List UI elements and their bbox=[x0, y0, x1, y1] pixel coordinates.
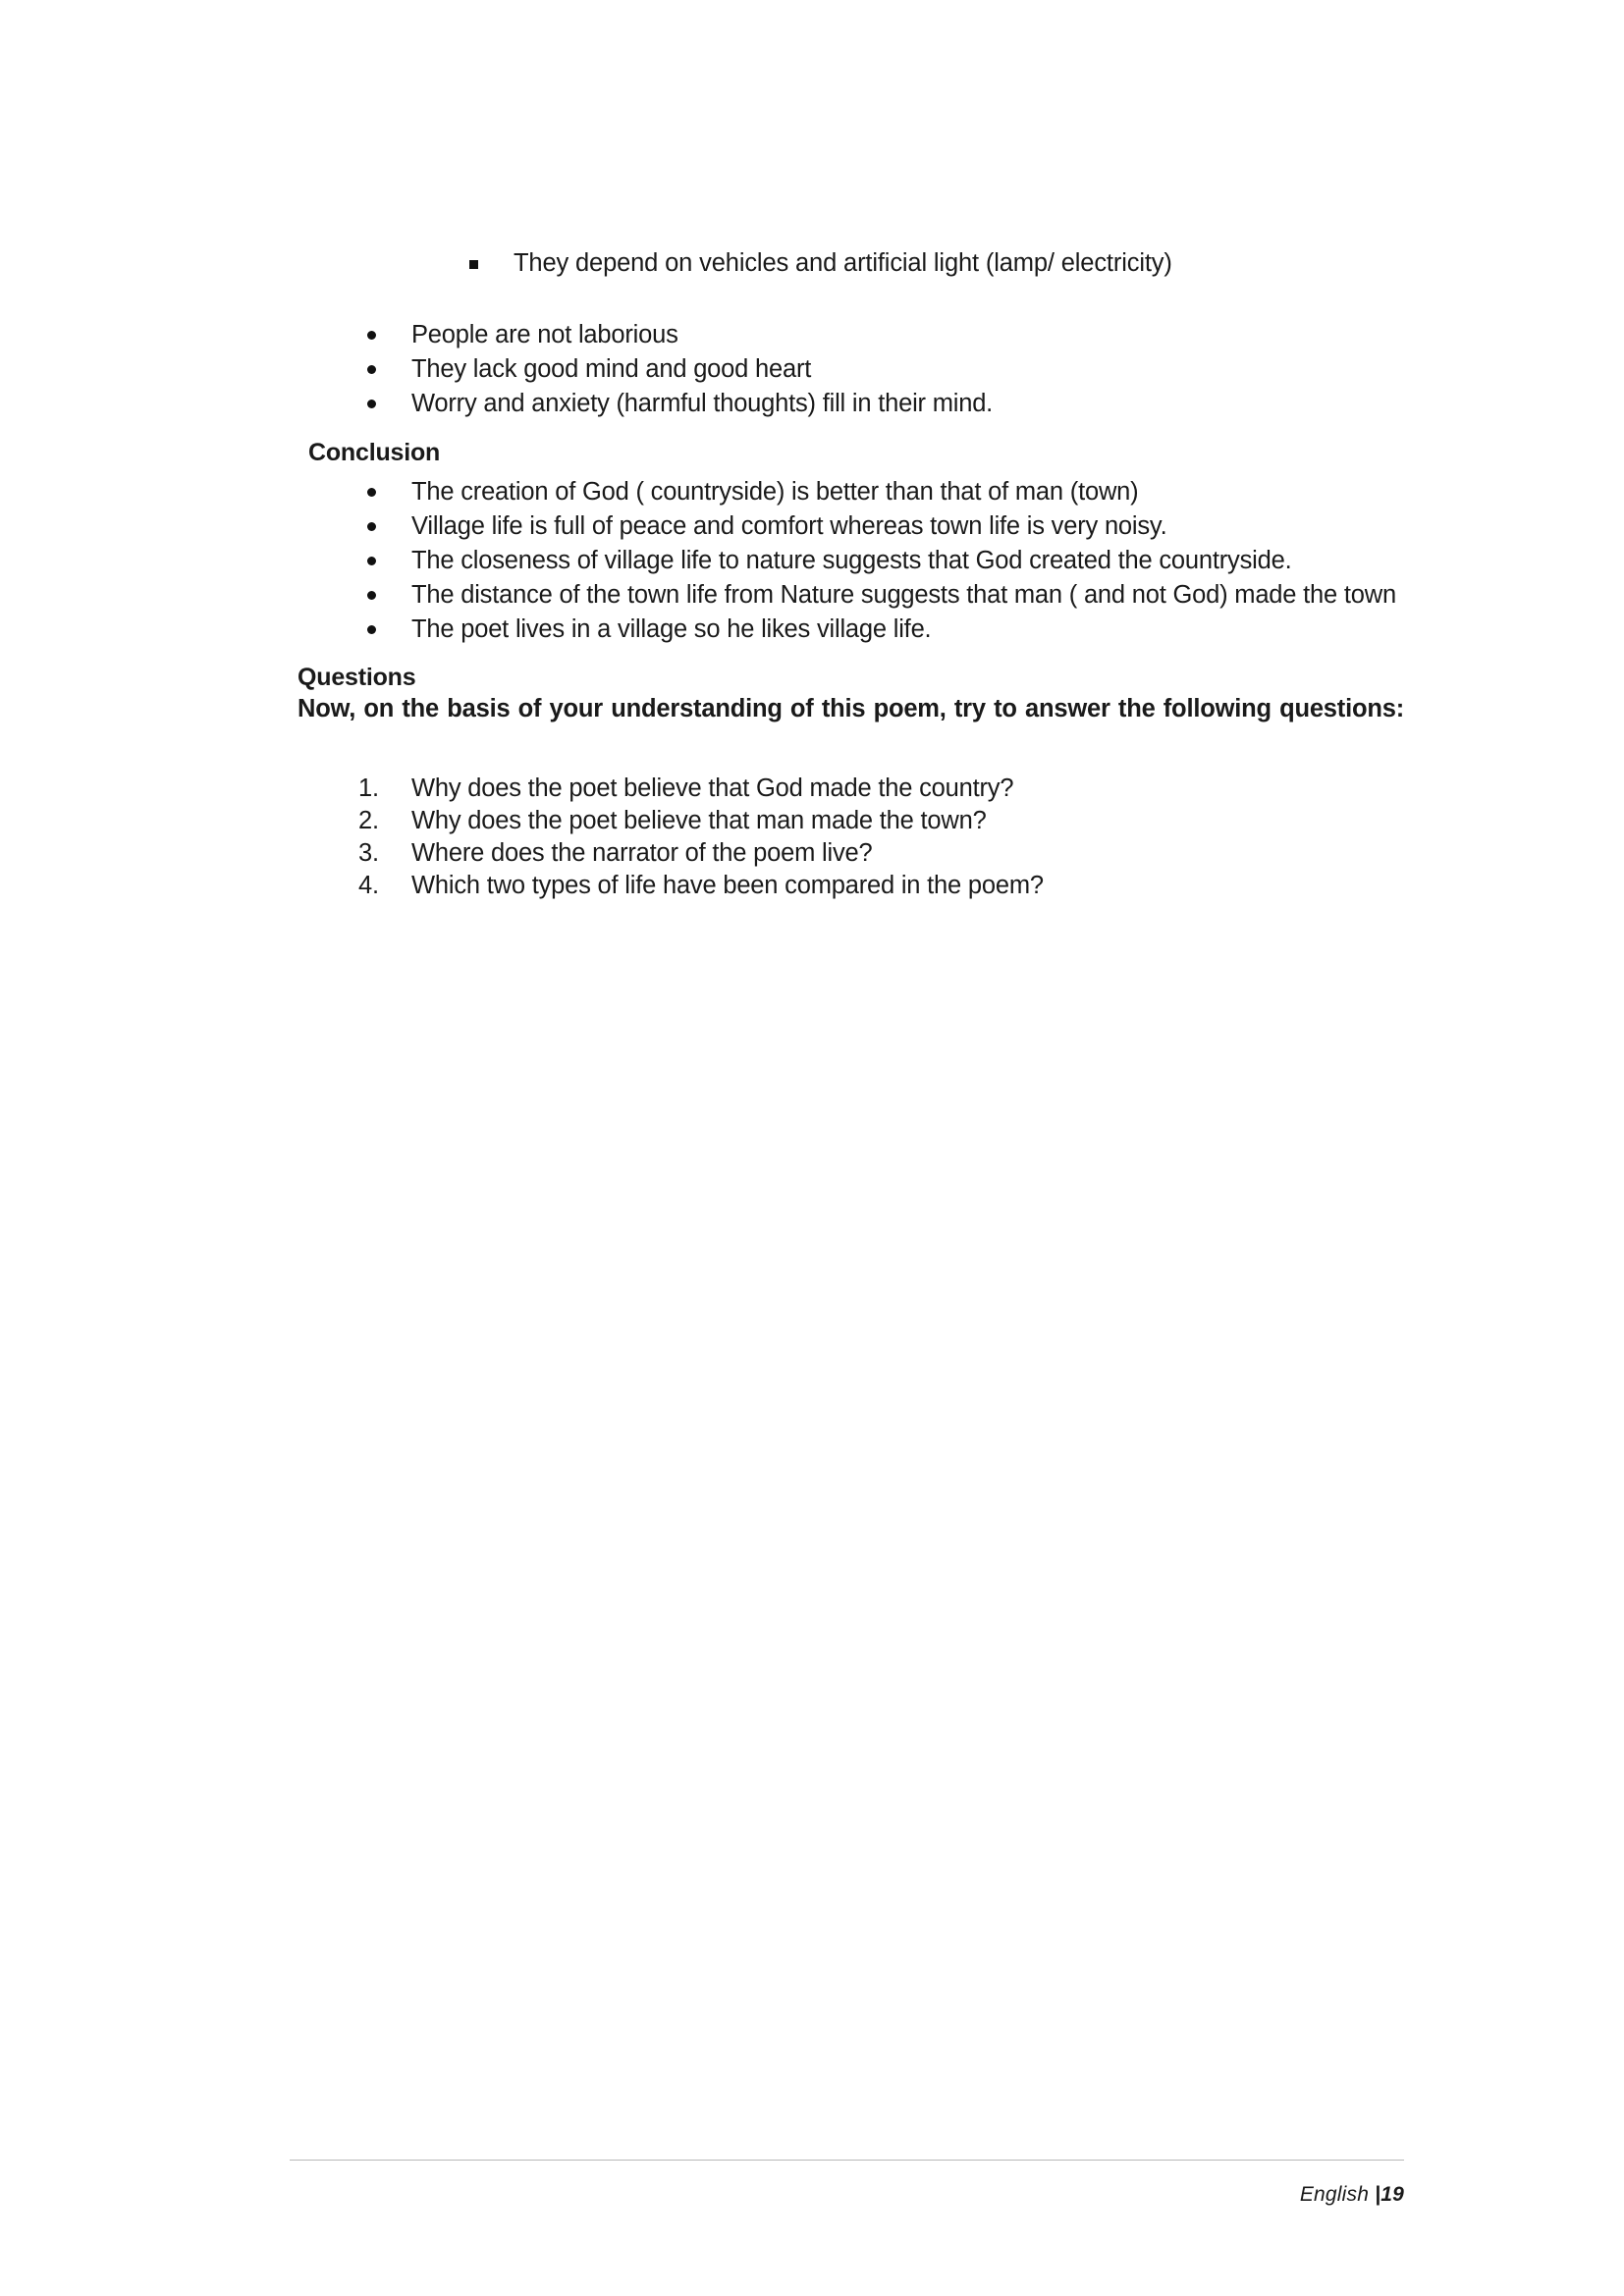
round-bullet-icon bbox=[367, 365, 376, 374]
footer-subject: English bbox=[1299, 2183, 1376, 2206]
list-item-text: The poet lives in a village so he likes village life. bbox=[411, 615, 932, 644]
round-bullet-icon bbox=[367, 591, 376, 600]
round-bullet-icon bbox=[367, 625, 376, 634]
list-item-text: They lack good mind and good heart bbox=[411, 355, 812, 384]
list-item bbox=[290, 773, 1404, 805]
round-bullet-icon bbox=[367, 400, 376, 408]
footer-separator: | bbox=[1375, 2183, 1381, 2206]
list-item-number: 1. bbox=[358, 774, 379, 802]
list-item bbox=[290, 579, 1404, 612]
questions-lead-paragraph: Now, on the basis of your understanding of this poem, try to answer the following questions: bbox=[298, 695, 1404, 723]
round-bullet-icon bbox=[367, 331, 376, 340]
questions-list bbox=[290, 773, 1404, 902]
footer-divider bbox=[290, 2160, 1404, 2161]
list-item bbox=[290, 388, 1404, 420]
sub-bullet-list bbox=[290, 247, 1404, 280]
list-item-number: 2. bbox=[358, 806, 379, 834]
footer-page-number: 19 bbox=[1380, 2183, 1404, 2206]
questions-heading: Questions bbox=[298, 664, 416, 692]
round-bullet-icon bbox=[367, 522, 376, 531]
round-bullet-icon bbox=[367, 557, 376, 565]
conclusion-list bbox=[290, 476, 1404, 647]
list-item-text: The closeness of village life to nature suggests that God created the countryside. bbox=[411, 546, 1292, 574]
list-item-text: The creation of God ( countryside) is better than that of man (town) bbox=[411, 477, 1139, 506]
list-item-text: Worry and anxiety (harmful thoughts) fill in their mind. bbox=[411, 390, 994, 418]
list-item-text: They depend on vehicles and artificial light (lamp/ electricity) bbox=[514, 249, 1172, 277]
square-bullet-icon bbox=[469, 260, 478, 269]
conclusion-heading: Conclusion bbox=[308, 438, 441, 466]
list-item bbox=[290, 319, 1404, 351]
page-content bbox=[290, 247, 1404, 902]
round-bullet-icon bbox=[367, 488, 376, 497]
list-item-number: 4. bbox=[358, 871, 379, 899]
footer-page-label bbox=[290, 2183, 1404, 2207]
page-footer bbox=[290, 2160, 1404, 2207]
list-item bbox=[290, 247, 1404, 280]
list-item bbox=[290, 837, 1404, 870]
list-item bbox=[290, 476, 1404, 508]
list-item bbox=[290, 870, 1404, 902]
list-item-text: Why does the poet believe that man made the town? bbox=[411, 806, 987, 834]
list-item-text: People are not laborious bbox=[411, 321, 678, 349]
list-item bbox=[290, 510, 1404, 543]
list-item-number: 3. bbox=[358, 838, 379, 867]
town-drawbacks-list bbox=[290, 319, 1404, 420]
list-item bbox=[290, 805, 1404, 837]
list-item-text: The distance of the town life from Nature suggests that man ( and not God) made the town bbox=[411, 580, 1396, 609]
list-item-text: Village life is full of peace and comfort whereas town life is very noisy. bbox=[411, 511, 1167, 540]
list-item-text: Which two types of life have been compared in the poem? bbox=[411, 871, 1044, 899]
list-item bbox=[290, 614, 1404, 646]
list-item-text: Where does the narrator of the poem live? bbox=[411, 838, 873, 867]
list-item-text: Why does the poet believe that God made the country? bbox=[411, 774, 1014, 802]
list-item bbox=[290, 353, 1404, 386]
list-item bbox=[290, 545, 1404, 577]
